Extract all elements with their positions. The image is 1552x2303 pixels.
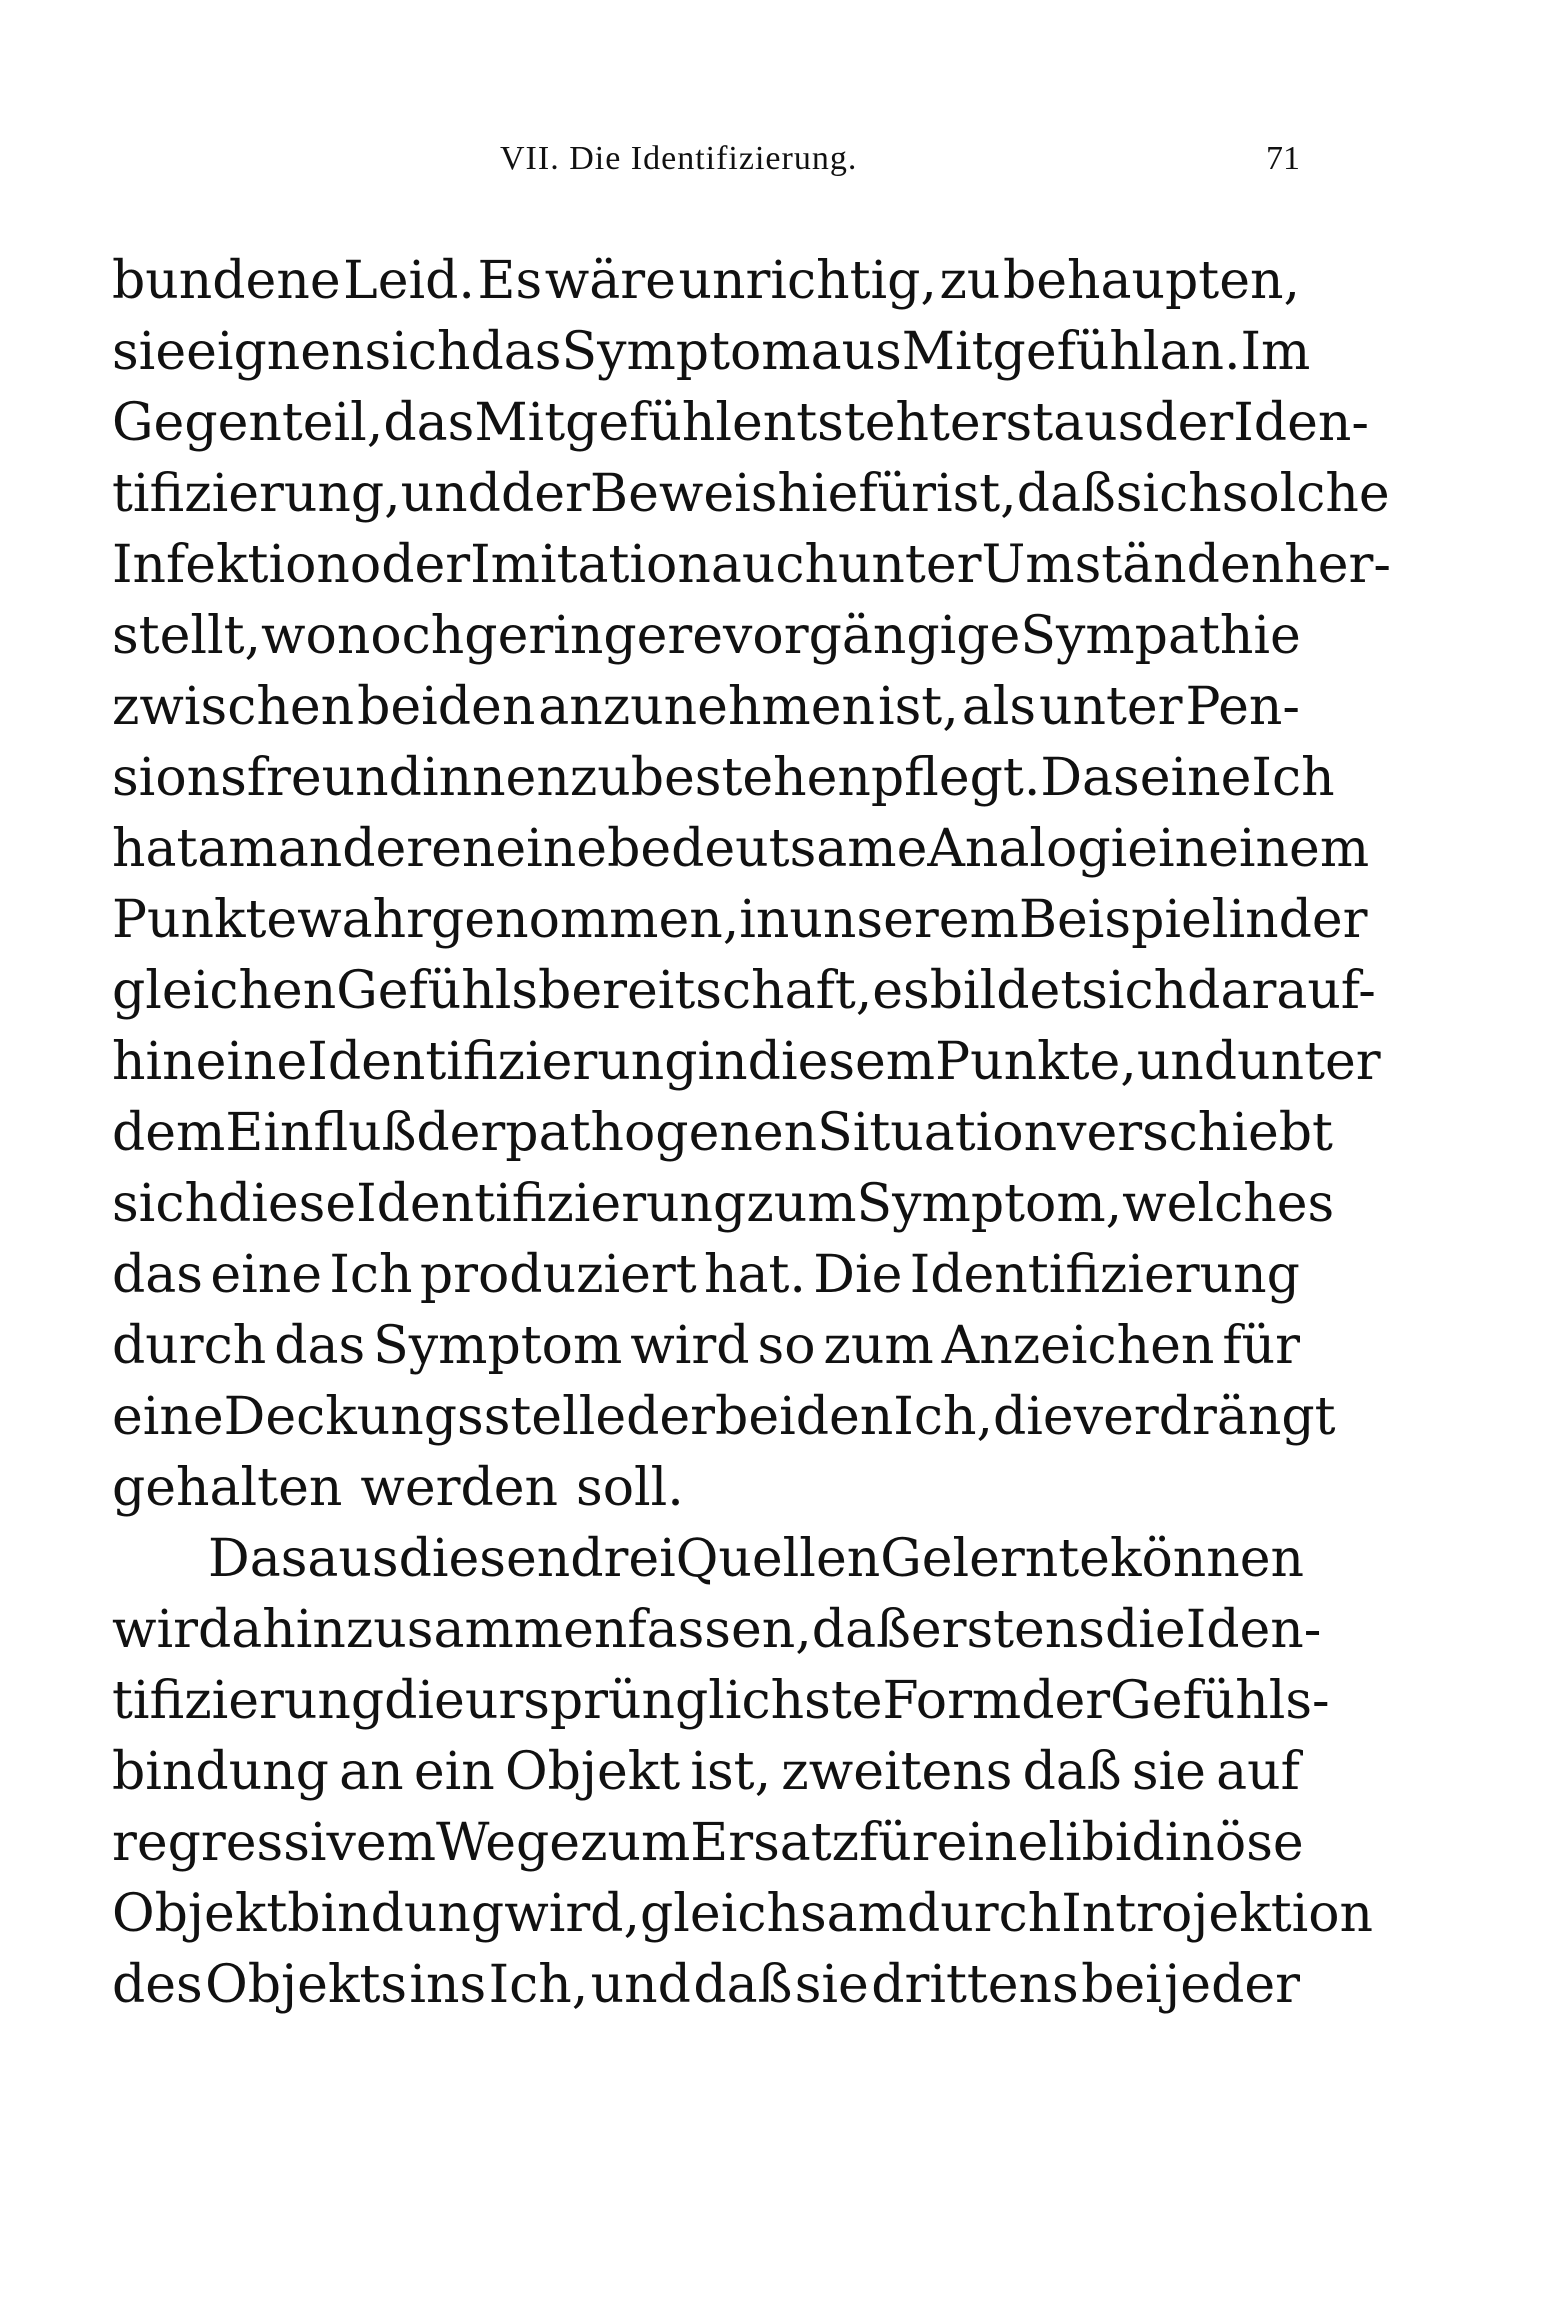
word: in [1228,890,1279,950]
text-line [112,1595,1322,1666]
text-line [112,1382,1336,1453]
word: eine [112,1387,224,1447]
page-number: 71 [1266,140,1300,177]
word: bestehen [630,748,871,808]
word: unter [1039,677,1183,737]
text-line [112,601,1300,672]
word: für [859,1813,937,1873]
word: zu [939,251,1001,311]
word: Im [1240,322,1311,382]
text-line [112,1098,1333,1169]
word: des [112,1955,203,2015]
word: Sympathie [1020,606,1301,666]
text-line [112,1666,1330,1737]
word: an [339,1742,404,1802]
word: drei [570,1529,676,1589]
word: am [197,819,278,879]
word: aus [1053,393,1145,453]
word: das [383,393,475,453]
word: diese [217,1174,357,1234]
word: Analogie [927,819,1159,879]
word: welches [1122,1174,1335,1234]
word: Mitgefühl [901,322,1160,382]
word: behaupten, [1002,251,1300,311]
word: Gelernte [880,1529,1110,1589]
word: Das [1040,748,1140,808]
word: beiden [715,1387,894,1447]
word: für [1222,1316,1300,1376]
word: Beispiel [1018,890,1229,950]
text-line [112,388,1369,459]
word: zum [746,1174,857,1234]
word: sionsfreundinnen [112,748,570,808]
word: durch [112,1316,267,1376]
word: und [1136,1032,1238,1092]
word: bindung [112,1742,329,1802]
word: Quellen [675,1529,881,1589]
word: stellt, [112,606,262,666]
word: Umständen [981,535,1285,595]
word: pathogenen [505,1103,818,1163]
word: Objektbindung [112,1884,505,1944]
body-text [112,246,1391,2021]
text-line [112,246,1300,317]
word: wir [112,1600,198,1660]
word: ein [413,1742,495,1802]
word: anderen [277,819,496,879]
word: sich [112,1174,218,1234]
word: werden [360,1458,559,1518]
word: Einfluß [225,1103,417,1163]
word: Das [208,1529,308,1589]
word: Introjektion [1061,1884,1374,1944]
word: Pen- [1185,677,1300,737]
word: Objekts [205,1955,408,2015]
word: unrichtig, [678,251,937,311]
text-line [112,1169,1335,1240]
word: ist, [935,464,1017,524]
word: Symptom [561,322,811,382]
word: diesem [747,1032,936,1092]
word: pflegt. [870,748,1041,808]
word: einem [1208,819,1370,879]
word: die [1104,1600,1186,1660]
word: Situation [817,1103,1058,1163]
word: bei [1081,1955,1162,2015]
word: so [757,1316,816,1376]
text-line [112,672,1300,743]
word: Die [813,1245,903,1305]
text-line [112,317,1311,388]
word: unserem [789,890,1019,950]
word: hiefür [777,464,936,524]
word: Identifizierung [356,1174,747,1234]
word: der [500,464,590,524]
word: eine [210,1245,322,1305]
word: das [112,1245,203,1305]
text-line [112,956,1376,1027]
word: eine [936,1813,1049,1873]
word: verschiebt [1057,1103,1333,1163]
word: zusammenfassen, [345,1600,812,1660]
word: Gefühls- [1110,1671,1330,1731]
word: eine [1139,748,1252,808]
word: ist, [877,677,959,737]
word: beiden [357,677,536,737]
word: geringere [464,606,724,666]
word: produziert [419,1245,697,1305]
word: verdrängt [1073,1387,1336,1447]
word: das [470,322,562,382]
word: hin [112,1032,196,1092]
word: wahrgenommen, [297,890,740,950]
word: hat [112,819,198,879]
word: Symptom, [856,1174,1123,1234]
word: sich [364,322,471,382]
word: zweitens [781,1742,1013,1802]
word: eignen [186,322,365,382]
word: eine [195,1032,308,1092]
text-line [112,1879,1374,1950]
word: bildet [929,961,1082,1021]
word: das [274,1316,366,1376]
word: die [384,1671,465,1731]
word: Ich, [893,1387,993,1447]
word: sich [1081,961,1188,1021]
word: Deckungsstelle [223,1387,627,1447]
word: solche [1221,464,1390,524]
word: können [1109,1529,1304,1589]
word: Gefühlsbereitschaft, [336,961,873,1021]
word: daß [693,1955,793,2015]
word: gleichsam [640,1884,907,1944]
word: und [400,464,501,524]
word: in [1158,819,1209,879]
word: regressivem [112,1813,437,1873]
running-head [500,140,1300,200]
word: aus [810,322,902,382]
word: an. [1159,322,1241,382]
text-line [112,1524,1304,1595]
word: ursprünglichste [464,1671,883,1731]
word: Identifizierung [909,1245,1300,1305]
word: als [961,677,1037,737]
word: ins [409,1955,487,2015]
word: wird [630,1316,750,1376]
word: erstens [910,1600,1105,1660]
word: diesen [398,1529,571,1589]
word: der [626,1387,716,1447]
word: Punkte, [935,1032,1137,1092]
word: entsteht [732,393,950,453]
word: libidinöse [1048,1813,1304,1873]
word: soll. [576,1458,684,1518]
word: Anzeichen [941,1316,1215,1376]
word: es [872,961,930,1021]
word: ist, [690,1742,772,1802]
word: Form [882,1671,1022,1731]
word: unter [1237,1032,1381,1092]
word: noch [336,606,465,666]
word: in [697,1032,748,1092]
text-line [112,1737,1300,1808]
word: auch [710,535,838,595]
word: Identifizierung [307,1032,698,1092]
word: zum [823,1316,934,1376]
word: drittens [871,1955,1079,2015]
text-line [112,814,1370,885]
word: Leid. [343,251,475,311]
text-line [112,1453,1300,1524]
word: darauf- [1187,961,1376,1021]
word: daß [1022,1742,1122,1802]
word: Punkte [112,890,298,950]
word: bundene [112,251,341,311]
word: jeder [1164,1955,1300,2015]
word: Symptom [373,1316,623,1376]
text-line [112,1950,1300,2021]
word: und [590,1955,691,2015]
word: sie [112,322,187,382]
word: tifizierung [112,1671,385,1731]
word: Beweis [589,464,778,524]
text-line [112,459,1390,530]
word: durch [906,1884,1062,1944]
text-line [112,1311,1300,1382]
word: auf [1216,1742,1300,1802]
text-line [112,1808,1304,1879]
word: wo [261,606,337,666]
word: Objekt [504,1742,681,1802]
word: unter [837,535,982,595]
word: bedeutsame [607,819,928,879]
text-line [112,530,1391,601]
word: Infektion [112,535,350,595]
running-title: VII. Die Identifizierung. [500,140,858,177]
word: Iden- [1185,1600,1322,1660]
word: daß [811,1600,911,1660]
word: der [1278,890,1368,950]
word: sie [1131,1742,1206,1802]
word: zu [569,748,631,808]
word: eine [495,819,608,879]
word: daß [1016,464,1116,524]
word: vorgängige [723,606,1021,666]
text-line [112,1027,1381,1098]
word: Ich [1251,748,1335,808]
text-line [112,743,1335,814]
word: Ersatz [690,1813,860,1873]
word: sich [1115,464,1222,524]
word: her- [1284,535,1391,595]
word: Wege [436,1813,581,1873]
word: wird, [504,1884,641,1944]
word: Es [477,251,543,311]
word: Mitgefühl [474,393,733,453]
word: gehalten [112,1458,343,1518]
word: der [1144,393,1234,453]
word: in [739,890,790,950]
word: Gegenteil, [112,393,384,453]
word: sie [794,1955,869,2015]
word: die [992,1387,1074,1447]
word: Iden- [1233,393,1369,453]
word: aus [307,1529,399,1589]
word: der [416,1103,506,1163]
word: zum [580,1813,691,1873]
word: hat. [703,1245,806,1305]
word: der [1021,1671,1111,1731]
text-line [112,885,1368,956]
word: dem [112,1103,226,1163]
word: zwischen [112,677,355,737]
word: Imitation [470,535,711,595]
word: wäre [544,251,676,311]
word: Ich, [488,1955,589,2015]
text-line [112,1240,1300,1311]
word: tifizierung, [112,464,401,524]
word: Ich [329,1245,413,1305]
word: gleichen [112,961,337,1021]
word: oder [349,535,471,595]
word: erst [949,393,1054,453]
word: dahin [198,1600,346,1660]
word: anzunehmen [538,677,876,737]
